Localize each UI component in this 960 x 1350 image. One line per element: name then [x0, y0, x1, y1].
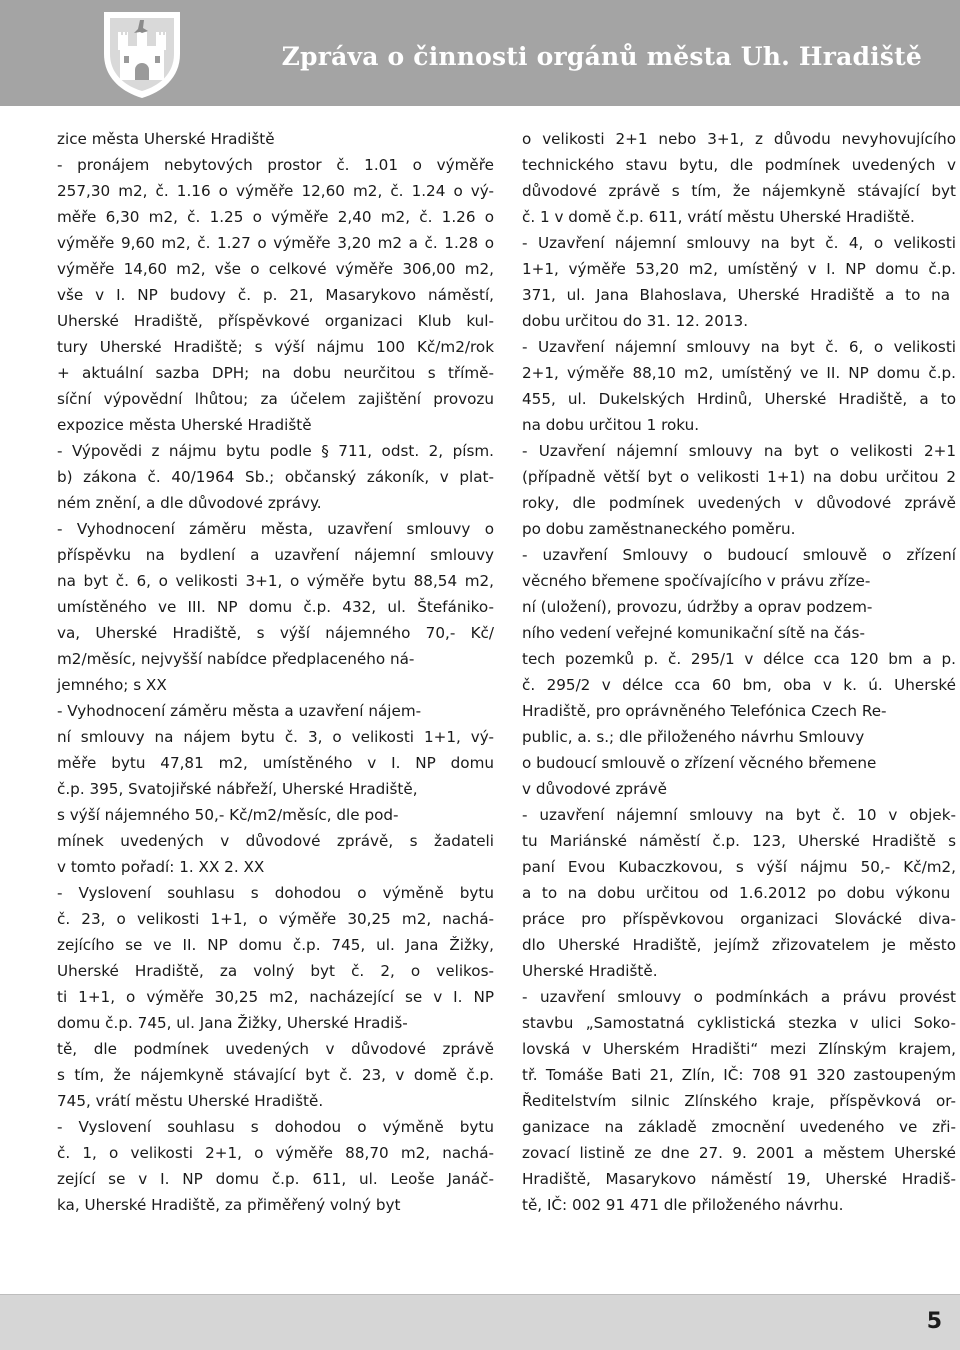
city-coat-of-arms-icon [96, 6, 188, 100]
text-line: práce pro příspěvkovou organizaci Slovácké diva- [522, 910, 956, 928]
text-line: ti 1+1, o výměře 30,25 m2, nacházející se v I. NP [57, 988, 494, 1006]
text-line: - uzavření Smlouvy o budoucí smlouvě o zřízení [522, 546, 956, 564]
text-line: 2+1, výměře 88,10 m2, umístěný ve II. NP domu č.p. [522, 364, 956, 382]
text-line: tury Uherské Hradiště; s výší nájmu 100 Kč/m2/rok [57, 338, 494, 356]
text-line: - uzavření nájemní smlouvy na byt č. 10 v objek- [522, 806, 956, 824]
text-line: dobu určitou do 31. 12. 2013. [522, 312, 749, 330]
text-line: zice města Uherské Hradiště [57, 130, 275, 148]
text-line: tř. Tomáše Bati 21, Zlín, IČ: 708 91 320 zastoupeným [522, 1066, 956, 1084]
text-line: roky, dle podmínek uvedených v důvodové zprávě [522, 494, 956, 512]
left-column [57, 126, 494, 1218]
text-line: věcného břemene spočívajícího v právu zříze- [522, 572, 871, 590]
text-line: č. 23, o velikosti 1+1, o výměře 30,25 m2, nachá- [57, 910, 494, 928]
text-line: - Výpovědi z nájmu bytu podle § 711, odst. 2, písm. [57, 442, 494, 460]
right-column [522, 126, 956, 1218]
publication-title: Zpráva o činnosti orgánů města Uh. Hradiště [281, 42, 922, 71]
text-line: zejícího se ve II. NP domu č.p. 745, ul. Jana Žižky, [57, 936, 494, 954]
text-line: v tomto pořadí: 1. XX 2. XX [57, 858, 265, 876]
text-line: č.p. 395, Svatojiřské nábřeží, Uherské Hradiště, [57, 780, 418, 798]
text-line: důvodové zprávě s tím, že nájemkyně stávající byt [522, 182, 956, 200]
text-line: v důvodové zprávě [522, 780, 667, 798]
text-line: tě, IČ: 002 91 471 dle přiloženého návrhu. [522, 1196, 844, 1214]
text-line: - Uzavření nájemní smlouvy na byt č. 6, o velikosti [522, 338, 956, 356]
text-line: - Uzavření nájemní smlouvy na byt č. 4, o velikosti [522, 234, 956, 252]
text-line: o velikosti 2+1 nebo 3+1, z důvodu nevyhovujícího [522, 130, 956, 148]
text-line: expozice města Uherské Hradiště [57, 416, 312, 434]
text-line: va, Uherské Hradiště, s výší nájemného 70,- Kč/ [57, 624, 494, 642]
text-line: b) zákona č. 40/1964 Sb.; občanský zákoník, v plat- [57, 468, 494, 486]
text-line: ka, Uherské Hradiště, za přiměřený volný byt [57, 1196, 401, 1214]
text-line: ní smlouvy na nájem bytu č. 3, o velikosti 1+1, vý- [57, 728, 494, 746]
text-line: Uherské Hradiště, za volný byt č. 2, o velikos- [57, 962, 494, 980]
text-line: 1+1, výměře 53,20 m2, umístěný v I. NP domu č.p. [522, 260, 956, 278]
text-line: Hradiště, pro oprávněného Telefónica Czech Re- [522, 702, 887, 720]
page-footer [0, 1294, 960, 1350]
text-line: č. 1, o velikosti 2+1, o výměře 88,70 m2, nachá- [57, 1144, 494, 1162]
text-line: na dobu určitou 1 roku. [522, 416, 700, 434]
text-line: Hradiště, Masarykovo náměstí 19, Uherské Hradiš- [522, 1170, 956, 1188]
page-number: 5 [926, 1309, 942, 1334]
text-line: stavbu „Samostatná cyklistická stezka v ulici Soko- [522, 1014, 956, 1032]
text-line: - Vyslovení souhlasu s dohodou o výměně bytu [57, 1118, 494, 1136]
text-line: příspěvku na bydlení a uzavření nájemní smlouvy [57, 546, 494, 564]
text-line: - pronájem nebytových prostor č. 1.01 o výměře [57, 156, 494, 174]
text-line: 257,30 m2, č. 1.16 o výměře 12,60 m2, č. 1.24 o vý- [57, 182, 494, 200]
text-line: tech pozemků p. č. 295/1 v délce cca 120 bm a p. [522, 650, 956, 668]
text-line: výměře 9,60 m2, č. 1.27 o výměře 3,20 m2 a č. 1.28 o [57, 234, 494, 252]
text-line: domu č.p. 745, ul. Jana Žižky, Uherské Hradiš- [57, 1014, 408, 1032]
text-line: paní Evou Kubaczkovou, s výší nájmu 50,- Kč/m2, [522, 858, 956, 876]
text-line: měře 6,30 m2, č. 1.25 o výměře 2,40 m2, č. 1.26 o [57, 208, 494, 226]
text-line: a to na dobu určitou od 1.6.2012 po dobu výkonu [522, 884, 951, 902]
text-line: tě, dle podmínek uvedených v důvodové zprávě [57, 1040, 494, 1058]
text-line: s tím, že nájemkyně stávající byt č. 23, v domě č.p. [57, 1066, 494, 1084]
text-line: Ředitelstvím silnic Zlínského kraje, příspěvková or- [522, 1092, 956, 1110]
text-line: jemného; s XX [57, 676, 167, 694]
text-line: ního vedení veřejné komunikační sítě na čás- [522, 624, 865, 642]
text-line: dlo Uherské Hradiště, jejímž zřizovatelem je město [522, 936, 956, 954]
text-line: tu Mariánské náměstí č.p. 123, Uherské Hradiště s [522, 832, 956, 850]
text-line: zející se v I. NP domu č.p. 611, ul. Leoše Janáč- [57, 1170, 494, 1188]
text-line: Uherské Hradiště, příspěvkové organizaci Klub kul- [57, 312, 494, 330]
text-line: umístěného ve III. NP domu č.p. 432, ul. Štefániko- [57, 598, 494, 616]
text-line: lovská v Uherském Hradišti“ mezi Zlínským krajem, [522, 1040, 956, 1058]
text-line: ganizace na základě zmocnění uvedeného ve zři- [522, 1118, 956, 1136]
text-line: mínek uvedených v důvodové zprávě, s žadateli [57, 832, 494, 850]
text-line: o budoucí smlouvě o zřízení věcného břemene [522, 754, 877, 772]
text-line: síční výpovědní lhůtou; za účelem zajištění provozu [57, 390, 494, 408]
text-line: vše v I. NP budovy č. p. 21, Masarykovo náměstí, [57, 286, 494, 304]
text-line: ní (uložení), provozu, údržby a oprav podzem- [522, 598, 873, 616]
page-header [0, 0, 960, 106]
text-line: č. 1 v domě č.p. 611, vrátí městu Uherské Hradiště. [522, 208, 915, 226]
text-line: + aktuální sazba DPH; na dobu neurčitou s třímě- [57, 364, 494, 382]
text-line: měře bytu 47,81 m2, umístěného v I. NP domu [57, 754, 494, 772]
text-line: na byt č. 6, o velikosti 3+1, o výměře bytu 88,54 m2, [57, 572, 494, 590]
text-line: - Vyhodnocení záměru města a uzavření nájem- [57, 702, 422, 720]
text-line: č. 295/2 v délce cca 60 bm, oba v k. ú. Uherské [522, 676, 956, 694]
text-line: - Uzavření nájemní smlouvy na byt o velikosti 2+1 [522, 442, 956, 460]
text-line: (případně větší byt o velikosti 1+1) na dobu určitou 2 [522, 468, 956, 486]
text-line: 745, vrátí městu Uherské Hradiště. [57, 1092, 324, 1110]
text-line: - Vyhodnocení záměru města, uzavření smlouvy o [57, 520, 494, 538]
text-line: public, a. s.; dle přiloženého návrhu Smlouvy [522, 728, 865, 746]
text-line: 371, ul. Jana Blahoslava, Uherské Hradiště a to na [522, 286, 951, 304]
text-line: Uherské Hradiště. [522, 962, 658, 980]
text-line: s výší nájemného 50,- Kč/m2/měsíc, dle pod- [57, 806, 399, 824]
text-line: - Vyslovení souhlasu s dohodou o výměně bytu [57, 884, 494, 902]
text-line: zovací listině ze dne 27. 9. 2001 a městem Uherské [522, 1144, 956, 1162]
text-line: m2/měsíc, nejvyšší nabídce předplaceného ná- [57, 650, 415, 668]
text-line: - uzavření smlouvy o podmínkách a právu provést [522, 988, 956, 1006]
text-line: technického stavu bytu, dle podmínek uvedených v [522, 156, 956, 174]
text-line: výměře 14,60 m2, vše o celkové výměře 306,00 m2, [57, 260, 494, 278]
text-line: ném znění, a dle důvodové zprávy. [57, 494, 322, 512]
text-line: po dobu zaměstnaneckého poměru. [522, 520, 796, 538]
text-line: 455, ul. Dukelských Hrdinů, Uherské Hradiště, a to [522, 390, 956, 408]
